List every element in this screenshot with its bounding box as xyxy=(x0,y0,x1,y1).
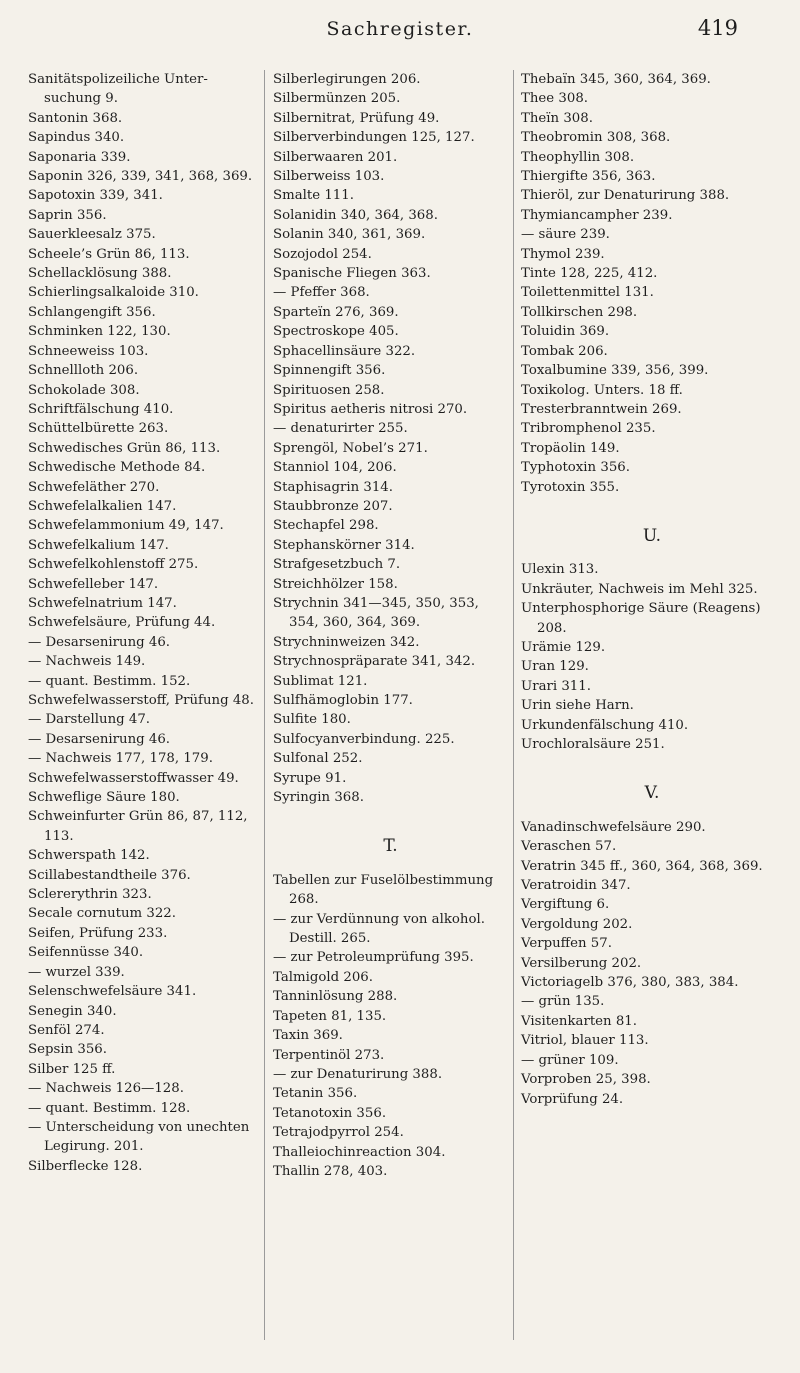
index-entry: Urari 311. xyxy=(521,678,591,694)
index-entry: — Nachweis 177, 178, 179. xyxy=(28,751,213,767)
index-entry: Thymiancampher 239. xyxy=(521,207,673,223)
index-entry: Tresterbranntwein 269. xyxy=(521,401,682,417)
index-entry: Stanniol 104, 206. xyxy=(273,460,397,476)
index-entry: Solanin 340, 361, 369. xyxy=(273,227,426,243)
index-entry: — Desarsenirung 46. xyxy=(28,731,171,747)
index-entry: Tombak 206. xyxy=(521,343,608,359)
index-entry: Secale cornutum 322. xyxy=(28,906,176,922)
index-entry: Silberflecke 128. xyxy=(28,1158,143,1174)
index-entry: Veraschen 57. xyxy=(521,839,617,855)
index-entry: Theobromin 308, 368. xyxy=(521,130,671,146)
index-entry: Veratrin 345 ff., 360, 364, 368, 369. xyxy=(521,858,763,874)
index-entry: — Pfeffer 368. xyxy=(273,285,370,301)
index-entry: Tanninlösung 288. xyxy=(273,989,398,1005)
index-entry: Schwefelkalium 147. xyxy=(28,537,169,553)
index-entry: Thee 308. xyxy=(521,91,589,107)
index-entry: Tabellen zur Fuselölbestimmung 268. xyxy=(273,872,494,908)
index-entry: Sulfhämoglobin 177. xyxy=(273,693,413,708)
index-entry: — Nachweis 149. xyxy=(28,654,146,670)
index-entry: Seifennüsse 340. xyxy=(28,945,144,961)
index-entry: Silberverbindungen 125, 127. xyxy=(273,130,475,146)
index-entry: Tropäolin 149. xyxy=(521,440,620,456)
index-entry: Spectroskope 405. xyxy=(273,324,399,340)
index-entry: Urochloralsäure 251. xyxy=(521,737,665,752)
index-entry: Selenschwefelsäure 341. xyxy=(28,984,197,1000)
index-entry: — wurzel 339. xyxy=(28,964,125,980)
index-entry: Tollkirschen 298. xyxy=(521,304,638,320)
page-title: Sachregister. xyxy=(326,18,474,40)
index-entry: Schwefelammonium 49, 147. xyxy=(28,518,224,534)
index-entry: Vergoldung 202. xyxy=(521,916,633,932)
index-entry: Syringin 368. xyxy=(273,790,364,806)
index-entry: Taxin 369. xyxy=(273,1028,343,1044)
index-entry: — grüner 109. xyxy=(521,1052,619,1068)
index-entry: Vorprüfung 24. xyxy=(521,1091,624,1107)
index-entry: Sulfite 180. xyxy=(273,712,351,728)
index-entry: Unterphosphorige Säure (Reagens) 208. xyxy=(521,601,761,636)
index-entry: Schierlingsalkaloide 310. xyxy=(28,285,199,301)
index-entry: Tetanin 356. xyxy=(273,1086,358,1102)
index-entry: — zur Petroleumprüfung 395. xyxy=(273,950,474,966)
index-entry: Silberweiss 103. xyxy=(273,169,385,185)
index-entry: Versilberung 202. xyxy=(521,955,642,971)
index-entry: Visitenkarten 81. xyxy=(521,1013,637,1029)
index-entry: Schriftfälschung 410. xyxy=(28,401,174,417)
index-entry: Smalte 111. xyxy=(273,188,354,204)
index-entry: Sapindus 340. xyxy=(28,130,125,146)
index-entry: Silbernitrat, Prüfung 49. xyxy=(273,110,440,126)
index-entry: Thiergifte 356, 363. xyxy=(521,169,656,185)
index-entry: Strychnospräparate 341, 342. xyxy=(273,654,476,670)
index-entry: Saprin 356. xyxy=(28,207,107,223)
index-column-2 xyxy=(273,70,508,1181)
index-entry: Sprengöl, Nobel’s 271. xyxy=(273,440,428,456)
index-entry: — Unterscheidung von unechten Legirung. 201. xyxy=(28,1119,250,1155)
index-entry: Schwerspath 142. xyxy=(28,848,150,864)
index-entry: Scheele’s Grün 86, 113. xyxy=(28,246,190,262)
index-entry: Thymol 239. xyxy=(521,246,605,262)
index-entry: Thebaïn 345, 360, 364, 369. xyxy=(521,72,711,87)
index-entry: Stephanskörner 314. xyxy=(273,537,415,553)
section-letter: V. xyxy=(644,783,660,804)
index-entry: Theïn 308. xyxy=(521,110,593,126)
index-entry: Spanische Fliegen 363. xyxy=(273,266,431,282)
page-header xyxy=(0,12,800,48)
index-entry: Toxikolog. Unters. 18 ff. xyxy=(521,382,683,398)
index-entry: Terpentinöl 273. xyxy=(273,1047,385,1063)
index-entry: Urin siehe Harn. xyxy=(521,698,634,714)
index-entry: Staubbronze 207. xyxy=(273,498,393,514)
index-entry: Thallin 278, 403. xyxy=(273,1163,388,1179)
index-entry: Scillabestandtheile 376. xyxy=(28,867,191,883)
index-entry: Schwefelwasserstoffwasser 49. xyxy=(28,770,239,786)
index-entry: Stechapfel 298. xyxy=(273,518,379,534)
index-entry: Tetrajodpyrrol 254. xyxy=(273,1125,404,1141)
index-entry: Spinnengift 356. xyxy=(273,363,386,379)
index-entry: Sanitätspolizeiliche Untersuchung 9. xyxy=(28,72,208,107)
index-entry: Strychnin 341—345, 350, 353, 354, 360, 364, 369. xyxy=(273,595,479,631)
index-entry: Schwedisches Grün 86, 113. xyxy=(28,440,221,456)
index-entry: — säure 239. xyxy=(521,227,610,243)
index-entry: Tyrotoxin 355. xyxy=(521,479,620,495)
index-entry: Schokolade 308. xyxy=(28,382,140,398)
page-number: 419 xyxy=(697,16,738,40)
index-entry: Victoriagelb 376, 380, 383, 384. xyxy=(521,975,739,991)
index-entry: Talmigold 206. xyxy=(273,969,373,985)
index-entry: Tapeten 81, 135. xyxy=(273,1008,387,1024)
index-entry: Santonin 368. xyxy=(28,110,123,126)
column-divider xyxy=(264,70,265,1340)
index-entry: Solanidin 340, 364, 368. xyxy=(273,207,438,223)
index-entry: Tetanotoxin 356. xyxy=(273,1105,387,1121)
index-entry: Silbermünzen 205. xyxy=(273,91,401,107)
section-letter: T. xyxy=(383,836,398,857)
index-entry: Ulexin 313. xyxy=(521,562,599,578)
index-entry: Theophyllin 308. xyxy=(521,149,635,165)
index-entry: Tinte 128, 225, 412. xyxy=(521,266,658,282)
index-entry: Strychninweizen 342. xyxy=(273,634,420,650)
index-entry: Syrupe 91. xyxy=(273,770,347,786)
index-entry: Toluidin 369. xyxy=(521,324,610,340)
index-entry: — Desarsenirung 46. xyxy=(28,634,171,650)
index-entry: Vitriol, blauer 113. xyxy=(521,1033,649,1049)
index-entry: Schwefelkohlenstoff 275. xyxy=(28,557,199,573)
index-entry: Schwefelnatrium 147. xyxy=(28,595,177,611)
index-entry: Streichhölzer 158. xyxy=(273,576,398,592)
index-entry: Schweflige Säure 180. xyxy=(28,790,180,806)
index-entry: Strafgesetzbuch 7. xyxy=(273,557,401,573)
index-entry: Spirituosen 258. xyxy=(273,382,385,398)
index-entry: Thalleiochinreaction 304. xyxy=(273,1144,446,1160)
index-entry: Schneeweiss 103. xyxy=(28,343,149,359)
index-entry: — denaturirter 255. xyxy=(273,421,408,437)
index-entry: Tribromphenol 235. xyxy=(521,421,656,437)
index-entry: Sozojodol 254. xyxy=(273,246,372,262)
index-entry: Schwedische Methode 84. xyxy=(28,460,206,476)
index-entry: Sparteïn 276, 369. xyxy=(273,304,399,320)
index-entry: Sclererythrin 323. xyxy=(28,887,152,903)
index-entry: Uran 129. xyxy=(521,659,589,675)
index-entry: Schwefelwasserstoff, Prüfung 48. xyxy=(28,693,254,708)
index-entry: Schwefeläther 270. xyxy=(28,479,160,495)
index-entry: Schwefelalkalien 147. xyxy=(28,498,177,514)
index-entry: Schellacklösung 388. xyxy=(28,266,172,282)
index-entry: Staphisagrin 314. xyxy=(273,479,393,495)
index-entry: Saponin 326, 339, 341, 368, 369. xyxy=(28,169,253,185)
index-entry: Silberlegirungen 206. xyxy=(273,72,421,87)
index-entry: Vergiftung 6. xyxy=(521,897,610,913)
index-entry: — quant. Bestimm. 128. xyxy=(28,1100,191,1116)
index-entry: Typhotoxin 356. xyxy=(521,460,630,476)
index-entry: Schnellloth 206. xyxy=(28,363,139,379)
index-entry: Silberwaaren 201. xyxy=(273,149,398,165)
index-entry: — Nachweis 126—128. xyxy=(28,1081,184,1097)
index-entry: Sublimat 121. xyxy=(273,673,368,689)
index-entry: — Darstellung 47. xyxy=(28,712,151,728)
index-entry: Sphacellinsäure 322. xyxy=(273,343,416,359)
index-entry: Senegin 340. xyxy=(28,1003,117,1019)
index-entry: Seifen, Prüfung 233. xyxy=(28,925,168,941)
index-entry: Vorproben 25, 398. xyxy=(521,1072,651,1088)
index-entry: Sulfonal 252. xyxy=(273,751,363,767)
index-entry: Senföl 274. xyxy=(28,1022,105,1038)
index-entry: Schweinfurter Grün 86, 87, 112, 113. xyxy=(28,809,248,844)
index-entry: Schlangengift 356. xyxy=(28,304,156,320)
index-entry: Schüttelbürette 263. xyxy=(28,421,169,437)
index-entry: Sulfocyanverbindung. 225. xyxy=(273,731,455,747)
index-entry: Spiritus aetheris nitrosi 270. xyxy=(273,401,468,417)
index-entry: Veratroidin 347. xyxy=(521,878,631,894)
index-entry: Sauerkleesalz 375. xyxy=(28,227,156,243)
index-entry: — quant. Bestimm. 152. xyxy=(28,673,191,689)
section-letter: U. xyxy=(642,525,662,546)
index-entry: Saponaria 339. xyxy=(28,149,131,165)
index-entry: Unkräuter, Nachweis im Mehl 325. xyxy=(521,581,758,597)
index-entry: — zur Denaturirung 388. xyxy=(273,1066,443,1082)
index-entry: Sapotoxin 339, 341. xyxy=(28,188,163,204)
index-entry: Thieröl, zur Denaturirung 388. xyxy=(521,188,730,204)
index-entry: Verpuffen 57. xyxy=(521,936,612,952)
index-entry: Toxalbumine 339, 356, 399. xyxy=(521,363,709,379)
index-entry: — zur Verdünnung von alkohol. Destill. 265. xyxy=(273,911,485,947)
index-entry: Schwefelsäure, Prüfung 44. xyxy=(28,615,216,631)
index-entry: Urkundenfälschung 410. xyxy=(521,717,689,733)
index-entry: Vanadinschwefelsäure 290. xyxy=(521,819,706,835)
index-entry: — grün 135. xyxy=(521,994,605,1010)
index-entry: Sepsin 356. xyxy=(28,1042,107,1058)
index-column-1 xyxy=(28,70,257,1176)
index-entry: Toilettenmittel 131. xyxy=(521,285,654,301)
index-column-3 xyxy=(521,70,783,1109)
column-divider xyxy=(513,70,514,1340)
index-entry: Schwefelleber 147. xyxy=(28,576,159,592)
index-entry: Schminken 122, 130. xyxy=(28,324,171,340)
index-entry: Urämie 129. xyxy=(521,639,606,655)
index-entry: Silber 125 ff. xyxy=(28,1061,116,1077)
